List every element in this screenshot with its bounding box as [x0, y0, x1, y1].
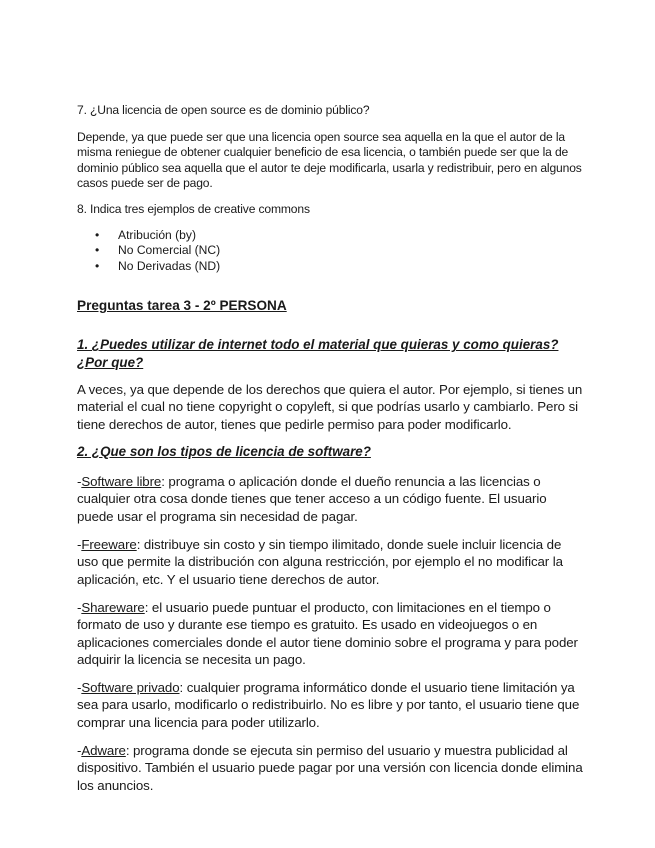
answer-7: Depende, ya que puede ser que una licencia open source sea aquella en la que el autor de la misma reniegue de obtener cualquier beneficio de esa licencia, o también puede ser que la de dominio público sea aquella que el autor te deje modificarla, usarla y redistribuir, pero en algunos casos puede ser de pago.	[77, 129, 582, 191]
term-label: Software libre	[81, 474, 162, 490]
bullet-icon: •	[95, 258, 100, 273]
term-label: Shareware	[81, 599, 145, 615]
term-label: Adware	[81, 742, 126, 758]
answer-1: A veces, ya que depende de los derechos que quiera el autor. Por ejemplo, si tienes un material el cual no tiene copyright o copyleft, si que podrías usarlo y cambiarlo. Pero si tiene derechos de autor, tienes que pedirle permiso para poder modificarlo.	[77, 381, 583, 432]
definition-adware: -Adware: programa donde se ejecuta sin permiso del usuario y muestra publicidad al dispositivo. También el usuario puede pagar por una versión con licencia donde elimina los anuncios.	[77, 742, 583, 793]
definition-software-privado: -Software privado: cualquier programa informático donde el usuario tiene limitación ya sea para usarlo, modificarlo o redistribuirlo. No es libre y por tanto, el usuario tiene que comprar una licencia para poder utilizarlo.	[77, 680, 580, 730]
bullet-icon: •	[95, 227, 100, 242]
list-item: • No Derivadas (ND)	[95, 258, 221, 273]
list-item: • Atribución (by)	[95, 227, 196, 242]
term-label: Software privado	[81, 680, 180, 696]
question-7: 7. ¿Una licencia de open source es de dominio público?	[77, 103, 370, 117]
term-label: Freeware	[81, 537, 137, 553]
definition-shareware: -Shareware: el usuario puede puntuar el producto, con limitaciones en el tiempo o formato de uso y durante ese tiempo es gratuito. Es usado en videojuegos o en aplicaciones comerciales donde el autor tiene dominio sobre el programa y para poder adquirir la licencia se necesita un pago.	[77, 599, 578, 667]
creative-commons-list	[77, 228, 585, 275]
list-item: • No Comercial (NC)	[95, 243, 221, 258]
section-title: Preguntas tarea 3 - 2º PERSONA	[77, 298, 287, 314]
question-8: 8. Indica tres ejemplos de creative commons	[77, 201, 310, 216]
question-1: 1. ¿Puedes utilizar de internet todo el material que quieras y como quieras? ¿Por que?	[77, 337, 559, 370]
definition-software-libre: -Software libre: programa o aplicación donde el dueño renuncia a las licencias o cualquier otra cosa donde tienes que tener acceso a un código fuente. El usuario puede usar el programa sin necesidad de pagar.	[77, 474, 547, 524]
definition-freeware: -Freeware: distribuye sin costo y sin tiempo ilimitado, donde suele incluir licencia de uso que permite la distribución con alguna restricción, por ejemplo el no modificar la aplicación, etc. Y el usuario tiene derechos de autor.	[77, 537, 563, 587]
bullet-icon: •	[95, 243, 100, 258]
question-2: 2. ¿Que son los tipos de licencia de software?	[77, 443, 371, 459]
